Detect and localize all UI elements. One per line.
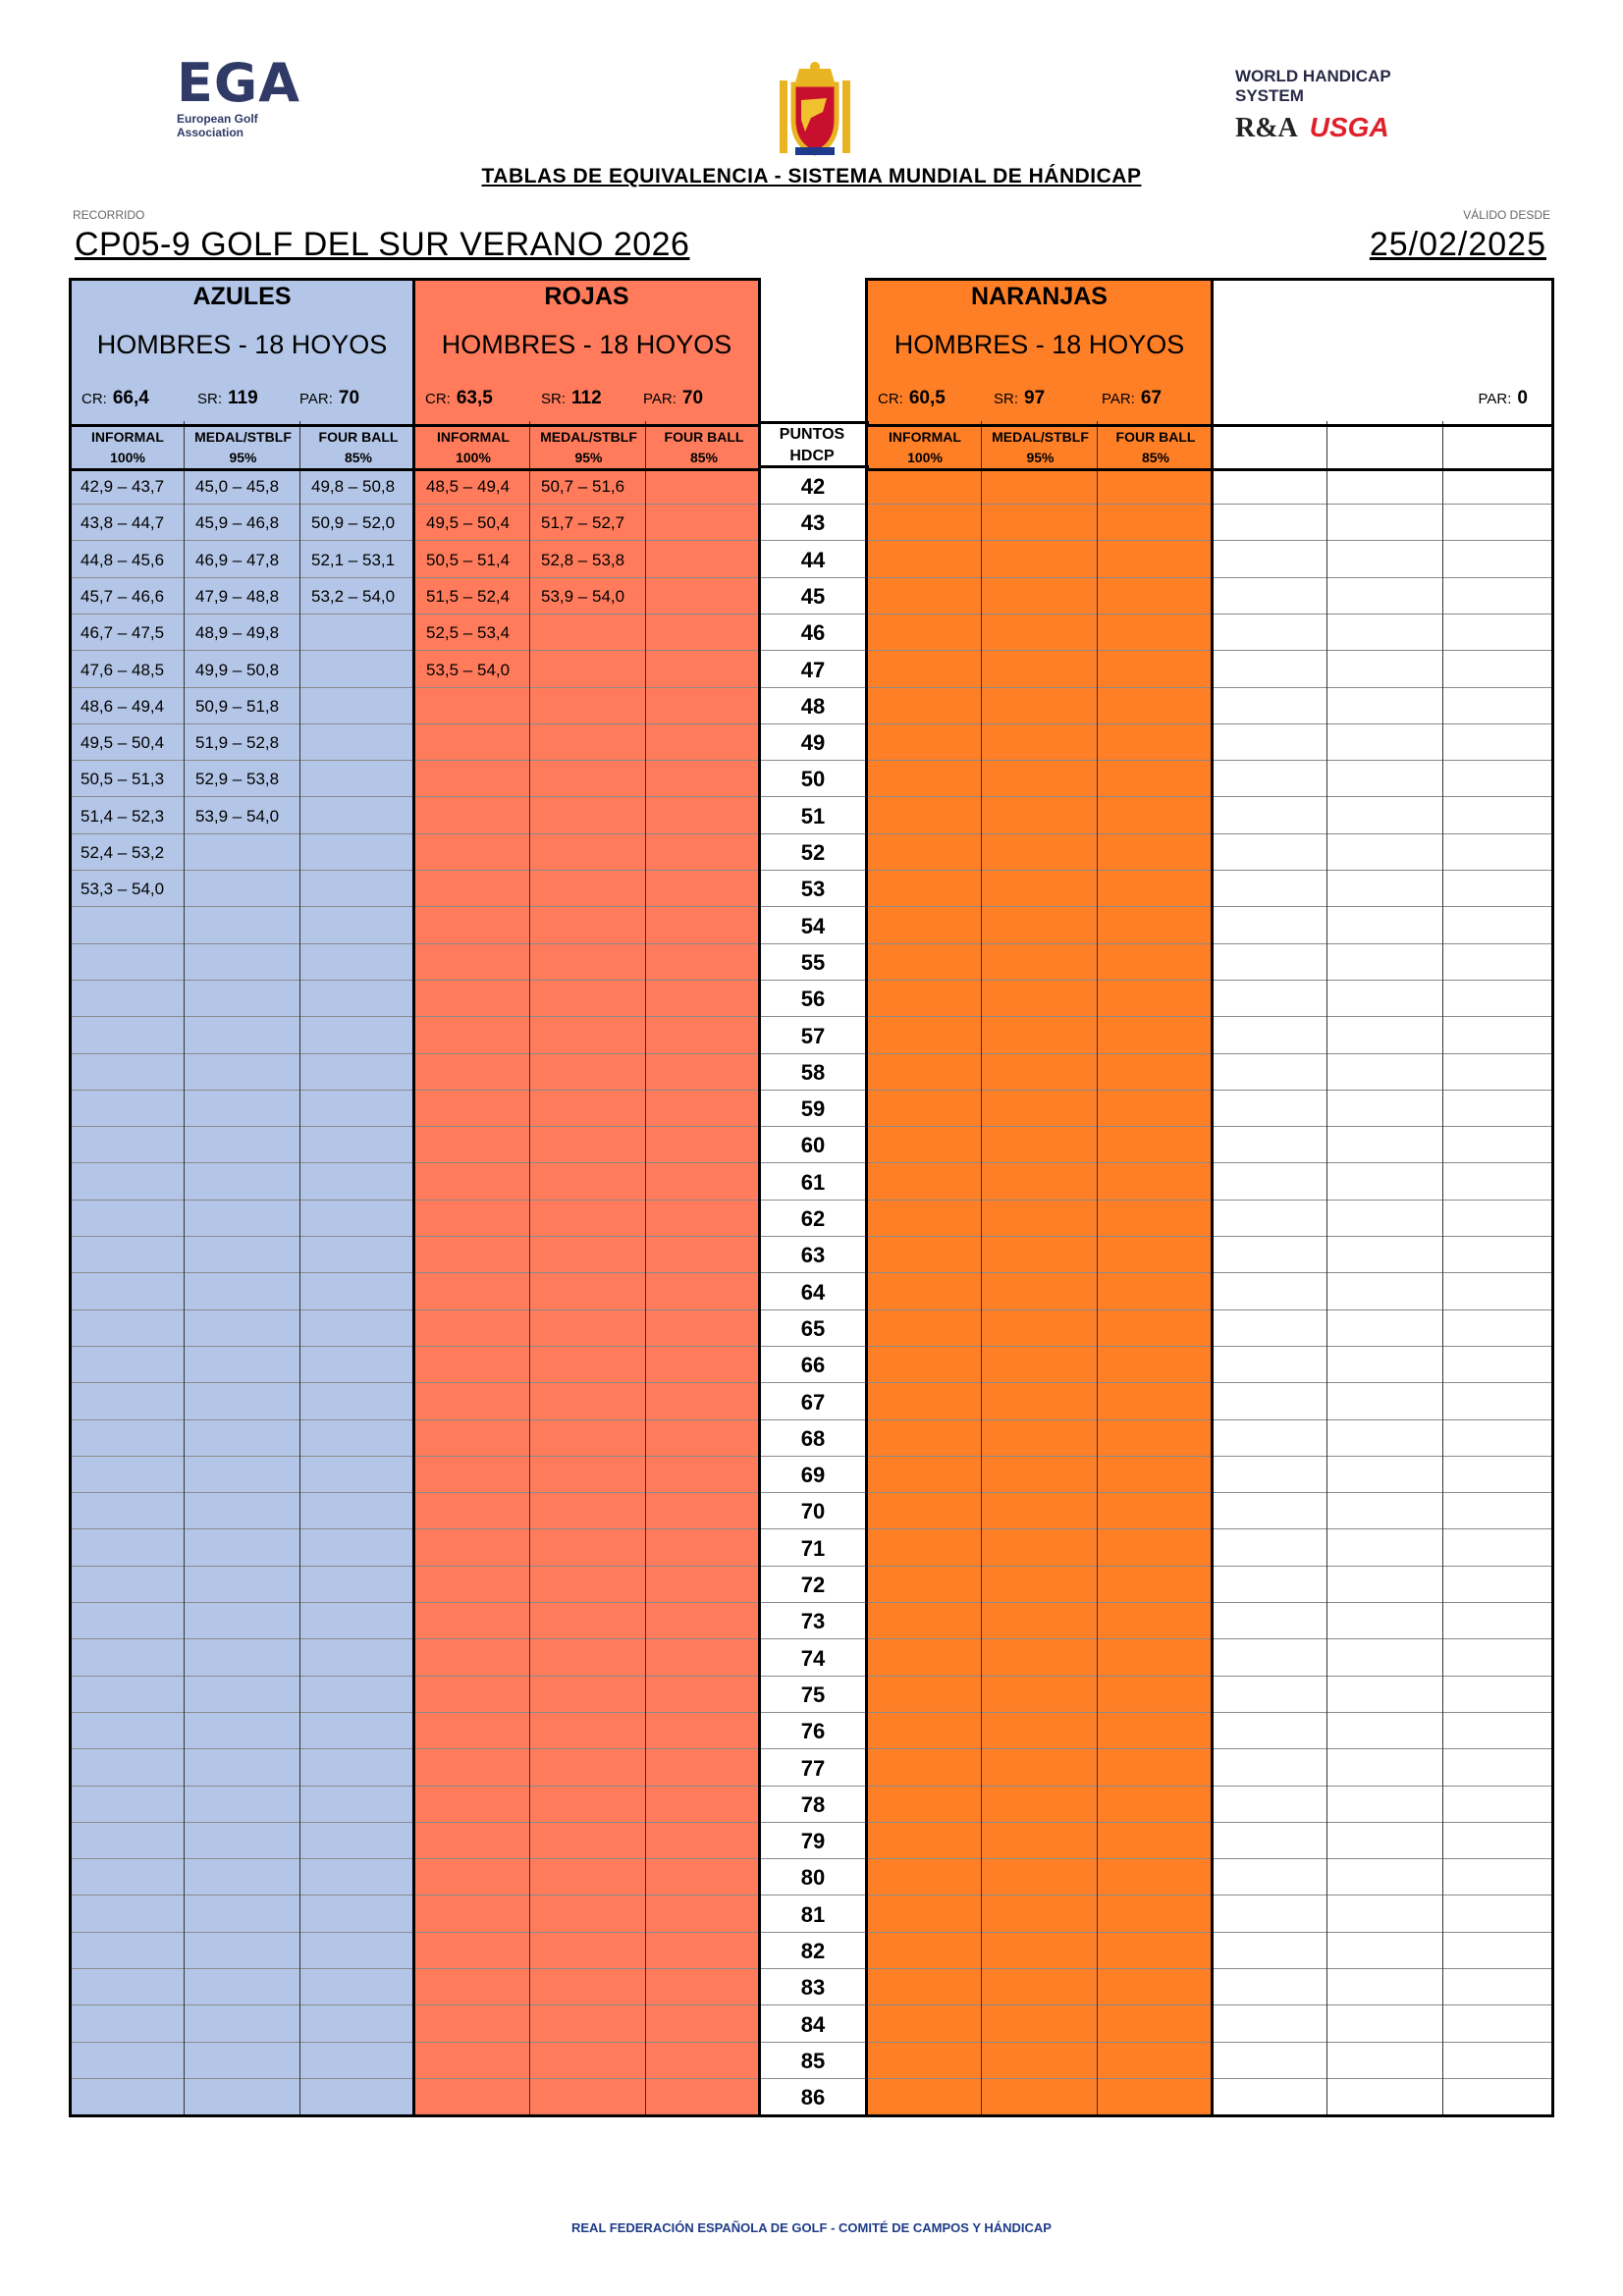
- cr-value: 66,4: [112, 388, 149, 408]
- sr-label: SR:: [994, 391, 1019, 407]
- par-value: 67: [1140, 388, 1163, 408]
- azules-fourball-cell: 53,2 – 54,0: [311, 586, 396, 606]
- recorrido-label: RECORRIDO: [73, 208, 145, 222]
- puntos-hdcp-cell: 77: [800, 1755, 826, 1781]
- course-name: CP05-9 GOLF DEL SUR VERANO 2026: [75, 226, 690, 263]
- puntos-column: [758, 278, 869, 2117]
- ega-logo-text: EGA: [177, 52, 301, 114]
- puntos-hdcp-cell: 54: [800, 913, 826, 938]
- puntos-hdcp-cell: 71: [800, 1535, 826, 1561]
- valid-date: 25/02/2025: [1369, 226, 1546, 263]
- puntos-hdcp-cell: 70: [800, 1499, 826, 1524]
- azules-informal-cell: 43,8 – 44,7: [81, 513, 165, 533]
- header-informal: INFORMAL 100%: [91, 429, 164, 465]
- par-label: PAR:: [1102, 391, 1135, 407]
- puntos-header: [758, 421, 869, 468]
- puntos-hdcp-cell: 45: [800, 583, 826, 609]
- puntos-hdcp-cell: 84: [800, 2011, 826, 2037]
- rojas-medal-cell: 53,9 – 54,0: [541, 586, 625, 606]
- puntos-hdcp-cell: 47: [800, 657, 826, 682]
- valido-desde-label: VÁLIDO DESDE: [1463, 208, 1550, 222]
- sr-value: 97: [1024, 388, 1046, 408]
- column-headers: [1211, 424, 1554, 471]
- sr-value: 112: [571, 388, 602, 408]
- puntos-hdcp-cell: 82: [800, 1939, 826, 1963]
- ra-logo: R&A: [1235, 113, 1298, 143]
- azules-medal-cell: 49,9 – 50,8: [195, 660, 280, 679]
- azules-informal-cell: 53,3 – 54,0: [81, 880, 165, 899]
- ega-logo-subtext: European Golf Association: [177, 112, 258, 139]
- header-informal: INFORMAL 100%: [889, 429, 961, 465]
- puntos-hdcp-cell: 76: [800, 1719, 826, 1744]
- puntos-hdcp-cell: 85: [800, 2048, 826, 2073]
- rojas-informal-cell: 53,5 – 54,0: [426, 660, 511, 679]
- tee-category: HOMBRES - 18 HOYOS: [96, 330, 388, 359]
- column-headers: [69, 424, 415, 471]
- azules-informal-cell: 47,6 – 48,5: [81, 660, 165, 679]
- azules-medal-cell: 51,9 – 52,8: [195, 733, 280, 753]
- azules-informal-cell: 50,5 – 51,3: [81, 770, 165, 789]
- puntos-hdcp-cell: 58: [800, 1059, 826, 1085]
- tee-name: AZULES: [192, 283, 292, 310]
- puntos-hdcp-cell: 59: [800, 1096, 826, 1122]
- puntos-hdcp-cell: 75: [800, 1682, 826, 1707]
- rojas-medal-cell: 52,8 – 53,8: [541, 550, 625, 569]
- puntos-hdcp-cell: 73: [800, 1609, 826, 1634]
- puntos-hdcp-cell: 64: [800, 1279, 826, 1305]
- azules-informal-cell: 52,4 – 53,2: [81, 843, 165, 862]
- cr-value: 60,5: [908, 388, 946, 408]
- azules-informal-cell: 48,6 – 49,4: [81, 696, 165, 716]
- puntos-hdcp-cell: 80: [800, 1865, 826, 1891]
- rojas-informal-cell: 50,5 – 51,4: [426, 550, 511, 569]
- header-fourball: FOUR BALL 85%: [318, 429, 399, 465]
- azules-informal-cell: 45,7 – 46,6: [81, 586, 165, 606]
- rojas-medal-cell: 50,7 – 51,6: [541, 477, 625, 496]
- tee-name: NARANJAS: [971, 283, 1108, 310]
- puntos-hdcp-cell: 62: [800, 1206, 826, 1231]
- whs-logo: [1235, 67, 1432, 145]
- tee-group-naranjas: [865, 278, 1214, 2117]
- puntos-hdcp-cell: 56: [800, 987, 826, 1012]
- header-medal: MEDAL/STBLF 95%: [540, 429, 637, 465]
- azules-medal-cell: 50,9 – 51,8: [195, 696, 280, 716]
- puntos-hdcp-cell: 72: [800, 1573, 826, 1597]
- puntos-hdcp-cell: 86: [800, 2085, 826, 2110]
- puntos-hdcp-cell: 53: [800, 877, 826, 902]
- azules-medal-cell: 53,9 – 54,0: [195, 806, 280, 826]
- column-headers: [865, 424, 1214, 471]
- par-label: PAR:: [299, 391, 333, 407]
- header-fourball: FOUR BALL 85%: [664, 429, 744, 465]
- header-medal: MEDAL/STBLF 95%: [992, 429, 1089, 465]
- puntos-hdcp-cell: 74: [800, 1645, 826, 1671]
- sr-value: 119: [228, 388, 258, 408]
- ega-logo: [177, 52, 324, 139]
- puntos-hdcp-cell: 67: [800, 1389, 826, 1415]
- par-value: 0: [1517, 388, 1528, 408]
- tee-group-rojas: [412, 278, 761, 2117]
- puntos-hdcp-cell: 61: [800, 1169, 826, 1195]
- rojas-medal-cell: 51,7 – 52,7: [541, 513, 625, 533]
- puntos-hdcp-cell: 65: [800, 1315, 826, 1341]
- document-title: TABLAS DE EQUIVALENCIA - SISTEMA MUNDIAL DE HÁNDICAP: [481, 165, 1142, 187]
- column-headers: [412, 424, 761, 471]
- tee-category: HOMBRES - 18 HOYOS: [441, 330, 732, 359]
- azules-medal-cell: 52,9 – 53,8: [195, 770, 280, 789]
- rfeg-crest-logo: [766, 61, 864, 159]
- rojas-informal-cell: 52,5 – 53,4: [426, 623, 511, 643]
- azules-informal-cell: 44,8 – 45,6: [81, 550, 165, 569]
- puntos-hdcp-cell: 46: [800, 620, 826, 646]
- puntos-hdcp-cell: 79: [800, 1829, 826, 1854]
- puntos-hdcp-cell: 83: [800, 1975, 826, 2001]
- azules-fourball-cell: 49,8 – 50,8: [311, 477, 396, 496]
- azules-medal-cell: 45,9 – 46,8: [195, 513, 280, 533]
- header-fourball: FOUR BALL 85%: [1115, 429, 1196, 465]
- puntos-label: PUNTOS: [779, 426, 845, 443]
- sr-label: SR:: [541, 391, 567, 407]
- puntos-hdcp-cell: 69: [800, 1463, 826, 1488]
- puntos-hdcp-cell: 42: [800, 474, 826, 499]
- azules-informal-cell: 46,7 – 47,5: [81, 623, 165, 643]
- tee-group-azules: [69, 278, 415, 2117]
- whs-title: WORLD HANDICAP SYSTEM: [1235, 67, 1391, 105]
- azules-medal-cell: 46,9 – 47,8: [195, 550, 280, 569]
- par-label: PAR:: [643, 391, 676, 407]
- azules-fourball-cell: 52,1 – 53,1: [311, 550, 396, 569]
- puntos-hdcp-cell: 52: [800, 840, 826, 865]
- azules-medal-cell: 47,9 – 48,8: [195, 586, 280, 606]
- azules-informal-cell: 49,5 – 50,4: [81, 733, 165, 753]
- azules-fourball-cell: 50,9 – 52,0: [311, 513, 396, 533]
- header-informal: INFORMAL 100%: [437, 429, 510, 465]
- puntos-hdcp-cell: 43: [800, 510, 826, 536]
- azules-medal-cell: 45,0 – 45,8: [195, 477, 280, 496]
- puntos-hdcp-cell: 44: [800, 547, 826, 572]
- puntos-hdcp-cell: 57: [800, 1023, 826, 1048]
- puntos-hdcp-cell: 60: [800, 1133, 826, 1158]
- par-label: PAR:: [1478, 391, 1512, 407]
- puntos-hdcp-cell: 48: [800, 693, 826, 719]
- tee-group-empty: [1211, 278, 1554, 2117]
- rojas-informal-cell: 48,5 – 49,4: [426, 477, 511, 496]
- sr-label: SR:: [197, 391, 223, 407]
- cr-value: 63,5: [456, 388, 493, 408]
- header-medal: MEDAL/STBLF 95%: [194, 429, 292, 465]
- cr-label: CR:: [425, 391, 451, 407]
- hdcp-label: HDCP: [789, 448, 835, 464]
- tee-name: ROJAS: [544, 283, 629, 310]
- par-value: 70: [338, 388, 360, 408]
- puntos-hdcp-cell: 78: [800, 1791, 826, 1817]
- footer-text: REAL FEDERACIÓN ESPAÑOLA DE GOLF - COMITÉ DE CAMPOS Y HÁNDICAP: [571, 2220, 1052, 2235]
- crest-icon: [766, 61, 864, 159]
- puntos-hdcp-cell: 81: [800, 1901, 826, 1927]
- puntos-hdcp-cell: 49: [800, 730, 826, 756]
- cr-label: CR:: [878, 391, 903, 407]
- par-value: 70: [681, 388, 704, 408]
- usga-logo: USGA: [1309, 112, 1389, 142]
- puntos-hdcp-cell: 68: [800, 1425, 826, 1451]
- puntos-hdcp-cell: 50: [800, 767, 826, 792]
- tee-category: HOMBRES - 18 HOYOS: [893, 330, 1185, 359]
- azules-informal-cell: 42,9 – 43,7: [81, 477, 165, 496]
- puntos-hdcp-cell: 66: [800, 1353, 826, 1378]
- rojas-informal-cell: 51,5 – 52,4: [426, 586, 511, 606]
- puntos-hdcp-cell: 51: [800, 803, 826, 828]
- cr-label: CR:: [81, 391, 107, 407]
- rojas-informal-cell: 49,5 – 50,4: [426, 513, 511, 533]
- azules-informal-cell: 51,4 – 52,3: [81, 806, 165, 826]
- puntos-hdcp-cell: 63: [800, 1243, 826, 1268]
- equivalence-table: [69, 278, 1554, 2117]
- puntos-hdcp-cell: 55: [800, 949, 826, 975]
- azules-medal-cell: 48,9 – 49,8: [195, 623, 280, 643]
